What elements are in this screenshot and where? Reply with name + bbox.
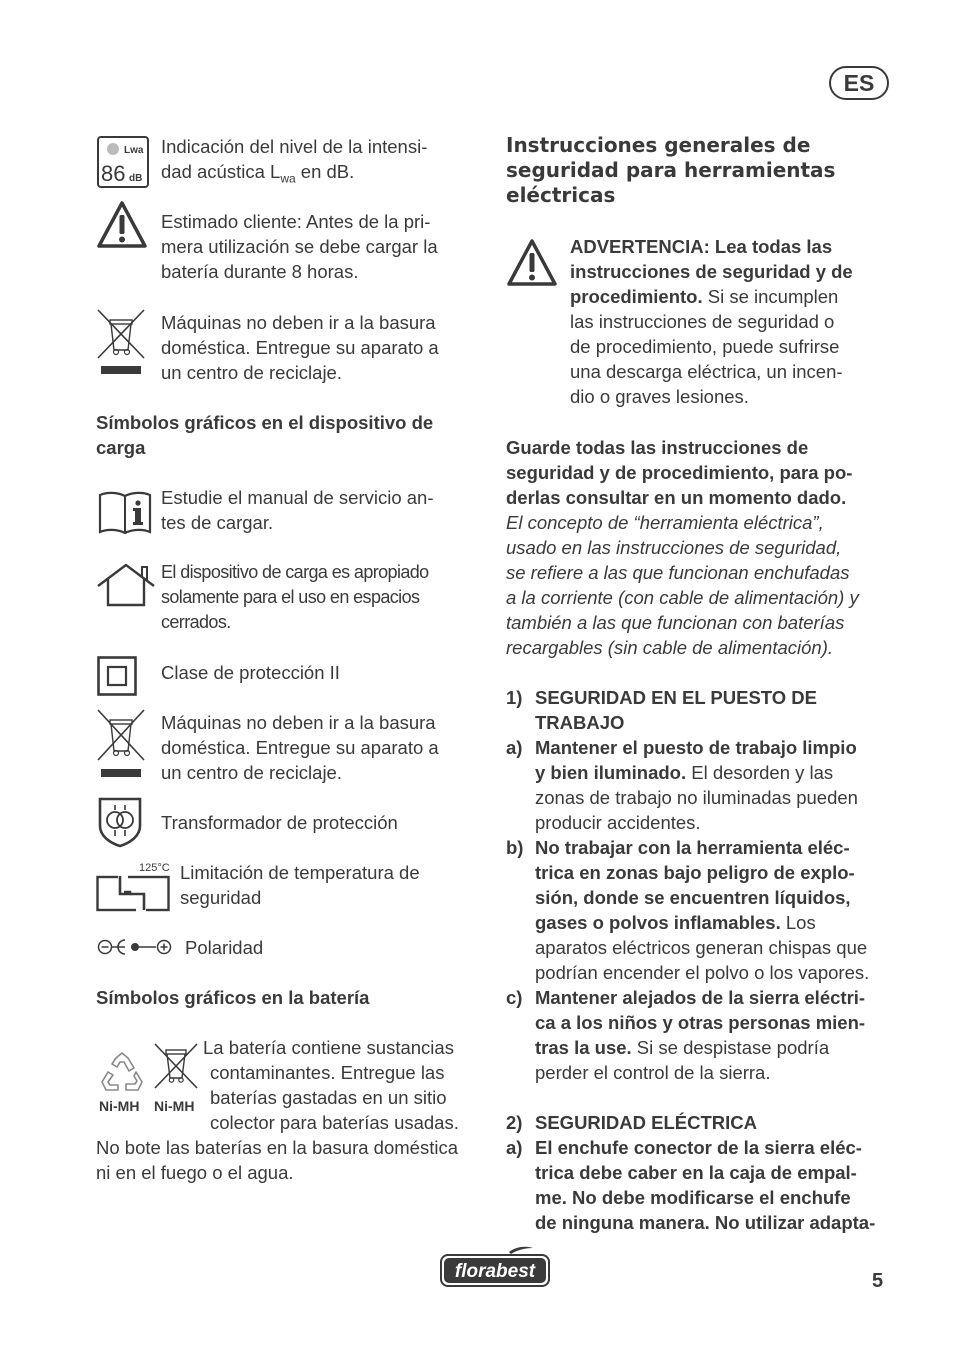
safety-transformer-icon	[96, 796, 144, 848]
battery-symbols-heading: Símbolos gráficos en la batería	[96, 987, 370, 1008]
florabest-logo	[439, 1244, 551, 1288]
noise-level-text: Indicación del nivel de la intensi- dad acústica $L_{wa}$ en dB.	[161, 136, 428, 186]
battery-text: La batería contiene sustancias contaminantes. Entregue las baterías gastadas en un sitio colector para baterías usadas.	[203, 1037, 459, 1133]
nimh-label-bin: Ni-MH	[154, 1098, 195, 1114]
logo-text: florabest	[454, 1261, 536, 1282]
noise-icon-label: Lwa	[124, 145, 144, 156]
page-number: 5	[872, 1270, 884, 1292]
manual-book-icon	[97, 490, 153, 536]
safety-instructions-heading: Instrucciones generales de seguridad para herramientas eléctricas	[506, 133, 836, 207]
battery-crossed-bin-icon	[153, 1040, 199, 1092]
section-2-title: 2) SEGURIDAD ELÉCTRICA	[506, 1112, 758, 1133]
warning-triangle-icon	[96, 200, 148, 250]
section-2a: a) El enchufe conector de la sierra eléc- trica debe caber en la caja de empal- me. No debe modificarse el enchufe de ninguna manera. No utilizar adapta-	[506, 1137, 876, 1233]
charger-symbols-heading: Símbolos gráficos en el dispositivo de carga	[96, 412, 434, 458]
protection-class-ii-icon	[97, 656, 137, 696]
section-1a: a) Mantener el puesto de trabajo limpio y bien iluminado. El desorden y las zonas de trabajo no iluminadas pueden producir accidentes.	[506, 737, 858, 833]
nimh-label-recycle: Ni-MH	[99, 1098, 140, 1114]
crossed-bin-icon	[96, 708, 146, 780]
battery-text-continued: No bote las baterías en la basura doméstica ni en el fuego o el agua.	[96, 1137, 458, 1183]
polarity-icon	[97, 937, 177, 957]
warning-paragraph: ADVERTENCIA: Lea todas las instrucciones de seguridad y de procedimiento. Si se incumplen las instrucciones de seguridad o de procedimiento, puede sufrirse una descarga eléctrica, un incen- dio o graves lesiones.	[570, 236, 853, 407]
keep-instructions-paragraph: Guarde todas las instrucciones de seguridad y de procedimiento, para po- derlas consultar en un momento dado. El concepto de “herramienta eléctrica”, usado en las instrucciones de seguridad, se refiere a las que funcionan enchufadas a la corriente (con cable de alimentación) y también a las que funcionan con baterías recargables (sin cable de alimentación).	[506, 437, 859, 658]
crossed-bin-icon	[96, 308, 146, 378]
section-1-title: 1) SEGURIDAD EN EL PUESTO DE TRABAJO	[506, 687, 818, 733]
thermal-fuse-icon	[96, 872, 170, 914]
polarity-text: Polaridad	[185, 937, 264, 958]
noise-icon-value: 86	[101, 161, 126, 186]
disposal-text-2: Máquinas no deben ir a la basura doméstica. Entregue su aparato a un centro de reciclaje.	[161, 712, 439, 783]
disposal-text-1: Máquinas no deben ir a la basura doméstica. Entregue su aparato a un centro de reciclaje.	[161, 312, 439, 383]
noise-level-icon	[97, 136, 149, 188]
class-ii-text: Clase de protección II	[161, 662, 340, 683]
recycle-icon	[98, 1050, 146, 1098]
indoor-house-icon	[96, 562, 156, 608]
section-1c: c) Mantener alejados de la sierra eléctri- ca a los niños y otras personas mien- tras la use. Si se despistase podría perder el control de la sierra.	[506, 987, 866, 1083]
section-1b: b) No trabajar con la herramienta eléc- trica en zonas bajo peligro de explo- sión, donde se encuentren líquidos, gases o polvos inflamables. Los aparatos eléctricos generan chispas que podrían encender el polvo o los vapores.	[506, 837, 870, 983]
thermal-text: Limitación de temperatura de seguridad	[180, 862, 420, 908]
temperature-label: 125°C	[139, 862, 170, 874]
manual-text: Estudie el manual de servicio an- tes de cargar.	[161, 487, 434, 533]
transformer-text: Transformador de protección	[161, 812, 398, 833]
charge-notice-text: Estimado cliente: Antes de la pri- mera utilización se debe cargar la batería durante 8 horas.	[161, 211, 438, 282]
noise-icon-unit: dB	[129, 173, 143, 184]
language-badge: ES	[829, 66, 889, 100]
indoor-text: El dispositivo de carga es apropiado solamente para el uso en espacios cerrados.	[161, 562, 429, 632]
warning-triangle-icon	[506, 238, 558, 288]
